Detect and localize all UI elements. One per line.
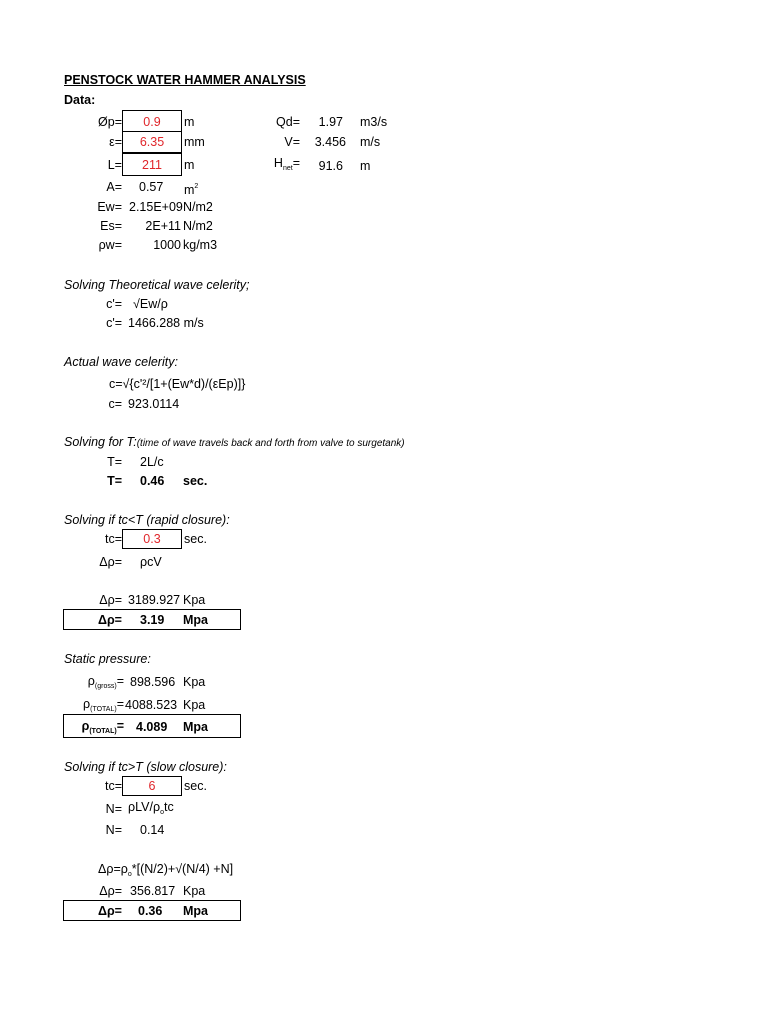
rho-value: 1000 [153, 238, 181, 252]
hnet-label: $H_{net}=$ [273, 156, 300, 172]
rho-unit: kg/m3 [183, 238, 218, 252]
slow-n2-label: N= [105, 823, 122, 837]
static-total-kpa-value: 4088.523 [125, 698, 178, 712]
dp-value: 0.9 [143, 115, 161, 129]
rapid-formula: ρcV [140, 555, 162, 569]
v-value: 3.456 [314, 135, 346, 149]
A-label: A= [106, 180, 122, 194]
rapid-kpa-unit: Kpa [183, 593, 206, 607]
theoretical-c-label-1: c'= [106, 297, 122, 311]
actual-formula: c=√{c'²/[1+(Ew*d)/(εEp)]} [109, 377, 246, 391]
rapid-mpa-label: Δρ= [97, 613, 122, 627]
L-label: L= [107, 158, 122, 172]
Es-value: 2E+11 [145, 219, 181, 233]
A-value: 0.57 [139, 180, 164, 194]
eps-unit: mm [184, 135, 205, 149]
static-heading: Static pressure: [64, 652, 151, 666]
rapid-mpa-value: 3.19 [140, 613, 165, 627]
slow-mpa-value: 0.36 [138, 904, 163, 918]
rapid-kpa-value: 3189.927 [128, 593, 181, 607]
v-label: V= [284, 135, 300, 149]
slow-kpa-unit: Kpa [183, 884, 206, 898]
slow-mpa-unit: Mpa [183, 904, 208, 918]
slow-n-label: N= [105, 802, 122, 816]
static-total-mpa-unit: Mpa [183, 720, 208, 734]
static-gross-value: 898.596 [130, 675, 176, 689]
hnet-unit: m [360, 159, 371, 173]
rapid-kpa-label: Δρ= [99, 593, 122, 607]
theoretical-c-label-2: c'= [106, 316, 122, 330]
qd-unit: m3/s [360, 115, 388, 129]
dp-label: Øp= [98, 115, 122, 129]
slow-kpa-value: 356.817 [130, 884, 176, 898]
Ew-unit: N/m2 [183, 200, 213, 214]
actual-heading: Actual wave celerity: [64, 355, 178, 369]
eps-label: ε= [109, 135, 122, 149]
Ew-value: 2.15E+09 [129, 200, 183, 214]
slow-tc-value: 6 [148, 779, 156, 793]
static-total-kpa-label: $\rho_{(TOTAL)}=$ [82, 697, 124, 713]
v-unit: m/s [360, 135, 381, 149]
theoretical-heading: Solving Theoretical wave celerity; [64, 278, 250, 292]
static-total-kpa-unit: Kpa [183, 698, 206, 712]
Es-label: Es= [100, 219, 122, 233]
slow-n2-value: 0.14 [140, 823, 165, 837]
static-total-mpa-value: 4.089 [136, 720, 168, 734]
theoretical-c-value: 1466.288 m/s [128, 316, 204, 330]
rapid-formula-label: Δρ= [99, 555, 122, 569]
static-gross-label: $\rho_{(gross)}=$ [87, 674, 124, 690]
slow-tc-unit: sec. [184, 779, 207, 793]
rapid-tc-value: 0.3 [143, 532, 161, 546]
static-gross-unit: Kpa [183, 675, 206, 689]
qd-value: 1.97 [318, 115, 343, 129]
rapid-mpa-unit: Mpa [183, 613, 208, 627]
slow-heading: Solving if tc>T (slow closure): [64, 760, 227, 774]
static-total-mpa-label: $\rho_{(TOTAL)}=$ [81, 719, 124, 735]
actual-c-value: 923.0114 [128, 397, 180, 411]
slow-kpa-label: Δρ= [99, 884, 122, 898]
eps-value: 6.35 [139, 135, 165, 149]
rapid-tc-label: tc= [104, 532, 122, 546]
page-title: PENSTOCK WATER HAMMER ANALYSIS [64, 73, 306, 87]
rapid-heading: Solving if tc<T (rapid closure): [64, 513, 230, 527]
actual-c-label: c= [108, 397, 122, 411]
A-unit: $m^2$ [184, 183, 199, 197]
Ew-label: Ew= [97, 200, 122, 214]
slow-mpa-label: Δρ= [97, 904, 122, 918]
L-value: 211 [142, 158, 162, 172]
L-unit: m [184, 158, 195, 172]
qd-label: Qd= [276, 115, 300, 129]
theoretical-formula: √Ew/ρ [133, 297, 168, 311]
T-unit: sec. [183, 474, 208, 488]
T-heading: Solving for T:(time of wave travels back and forth from valve to surgetank) [64, 435, 405, 449]
dp-unit: m [184, 115, 195, 129]
slow-tc-label: tc= [104, 779, 122, 793]
T-value: 0.46 [140, 474, 165, 488]
Es-unit: N/m2 [183, 219, 213, 233]
slow-formula: $\Delta\rho=\rho_o*[(N/2)+√(N/4) +N]$ [98, 862, 234, 878]
T-formula: 2L/c [140, 455, 164, 469]
rho-label: ρw= [98, 238, 122, 252]
slow-n-formula: ρLV/$\rho_otc$ [128, 800, 174, 816]
T-label-1: T= [107, 455, 122, 469]
rapid-tc-unit: sec. [184, 532, 207, 546]
data-label: Data: [64, 93, 96, 107]
T-label-2: T= [107, 474, 122, 488]
hnet-value: 91.6 [318, 159, 343, 173]
